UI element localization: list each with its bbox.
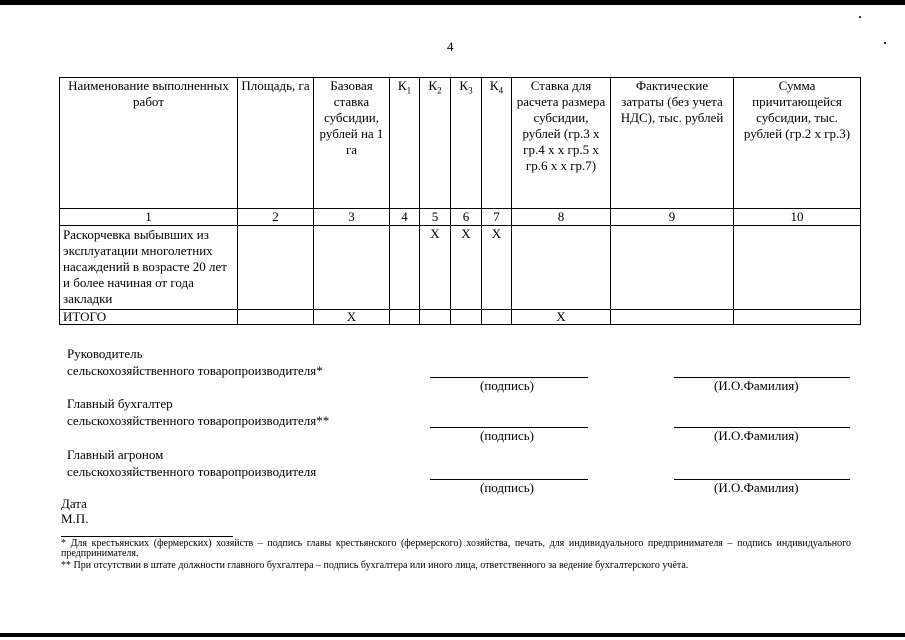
- header-cell-k4: $К_4$: [482, 78, 512, 209]
- table-cell: [512, 226, 611, 310]
- table-cell: [451, 310, 482, 325]
- header-cell-actual-costs: Фактические затраты (без учета НДС), тыс. рублей: [611, 78, 734, 209]
- total-row: [60, 310, 861, 325]
- table-cell: [611, 310, 734, 325]
- header-cell-k3: $К_3$: [451, 78, 482, 209]
- table-header-row: [60, 78, 861, 209]
- signature-caption: (подпись): [480, 378, 534, 393]
- column-number-row: [60, 209, 861, 226]
- column-number: 3: [314, 209, 390, 226]
- footnote-2: ** При отсутствии в штате должности главного бухгалтера – подпись бухгалтера или иного лица, ответственного за ведение бухгалтерского учёта.: [61, 560, 689, 571]
- scan-speck: [884, 42, 886, 44]
- table-cell: [734, 310, 861, 325]
- table-cell: [238, 226, 314, 310]
- table-cell: [482, 310, 512, 325]
- table-cell: [314, 226, 390, 310]
- table-cell: [420, 310, 451, 325]
- column-number: 1: [60, 209, 238, 226]
- column-number: 9: [611, 209, 734, 226]
- signature-organization: сельскохозяйственного товаропроизводителя: [67, 464, 317, 479]
- signature-organization: сельскохозяйственного товаропроизводителя*: [67, 363, 323, 378]
- table-cell: Х: [512, 310, 611, 325]
- scan-speck: [859, 16, 861, 18]
- column-number: 10: [734, 209, 861, 226]
- footnote-separator: [61, 536, 233, 537]
- signature-title-accountant: [67, 395, 329, 429]
- name-caption: (И.О.Фамилия): [714, 378, 799, 393]
- table-cell: [390, 226, 420, 310]
- signature-title-head: [67, 345, 323, 379]
- signature-title-agronomist: [67, 446, 316, 480]
- column-number: 5: [420, 209, 451, 226]
- signature-organization: сельскохозяйственного товаропроизводителя**: [67, 413, 330, 428]
- column-number: 7: [482, 209, 512, 226]
- scan-bottom-border: [0, 633, 905, 637]
- column-number: 4: [390, 209, 420, 226]
- signature-role: Главный бухгалтер: [67, 396, 173, 411]
- signature-caption: (подпись): [480, 480, 534, 495]
- header-cell-work-name: Наименование выполненных работ: [60, 78, 238, 209]
- table-cell: Х: [451, 226, 482, 310]
- header-cell-calc-rate: Ставка для расчета размера субсидии, рублей (гр.3 х гр.4 х х гр.5 х гр.6 х х гр.7): [512, 78, 611, 209]
- subsidy-table: [59, 77, 861, 325]
- signature-role: Руководитель: [67, 346, 143, 361]
- header-cell-k1: $К_1$: [390, 78, 420, 209]
- header-cell-base-rate: Базовая ставка субсидии, рублей на 1 га: [314, 78, 390, 209]
- header-cell-k2: $К_2$: [420, 78, 451, 209]
- table-cell: [390, 310, 420, 325]
- footnote-1: * Для крестьянских (фермерских) хозяйств – подпись главы крестьянского (фермерского) хозяйства, печать, для индивидуального предпринимателя – подпись индивидуального предпринимателя.: [61, 538, 851, 559]
- column-number: 2: [238, 209, 314, 226]
- column-number: 6: [451, 209, 482, 226]
- signature-caption: (подпись): [480, 428, 534, 443]
- table-cell: [611, 226, 734, 310]
- table-cell: [238, 310, 314, 325]
- table-cell: Х: [420, 226, 451, 310]
- name-caption: (И.О.Фамилия): [714, 480, 799, 495]
- column-number: 8: [512, 209, 611, 226]
- name-caption: (И.О.Фамилия): [714, 428, 799, 443]
- work-name-cell: Раскорчевка выбывших из эксплуатации многолетних насаждений в возрасте 20 лет и более начиная от года закладки: [60, 226, 238, 310]
- scan-top-border: [0, 0, 905, 5]
- table-cell: Х: [314, 310, 390, 325]
- header-cell-subsidy-sum: Сумма причитающейся субсидии, тыс. рублей (гр.2 х гр.3): [734, 78, 861, 209]
- signature-role: Главный агроном: [67, 447, 164, 462]
- date-label: Дата: [61, 496, 87, 511]
- table-cell: [734, 226, 861, 310]
- page-number: 4: [447, 39, 454, 54]
- stamp-place-label: М.П.: [61, 511, 89, 526]
- header-cell-area: Площадь, га: [238, 78, 314, 209]
- total-label: ИТОГО: [60, 310, 238, 325]
- table-row: [60, 226, 861, 310]
- table-cell: Х: [482, 226, 512, 310]
